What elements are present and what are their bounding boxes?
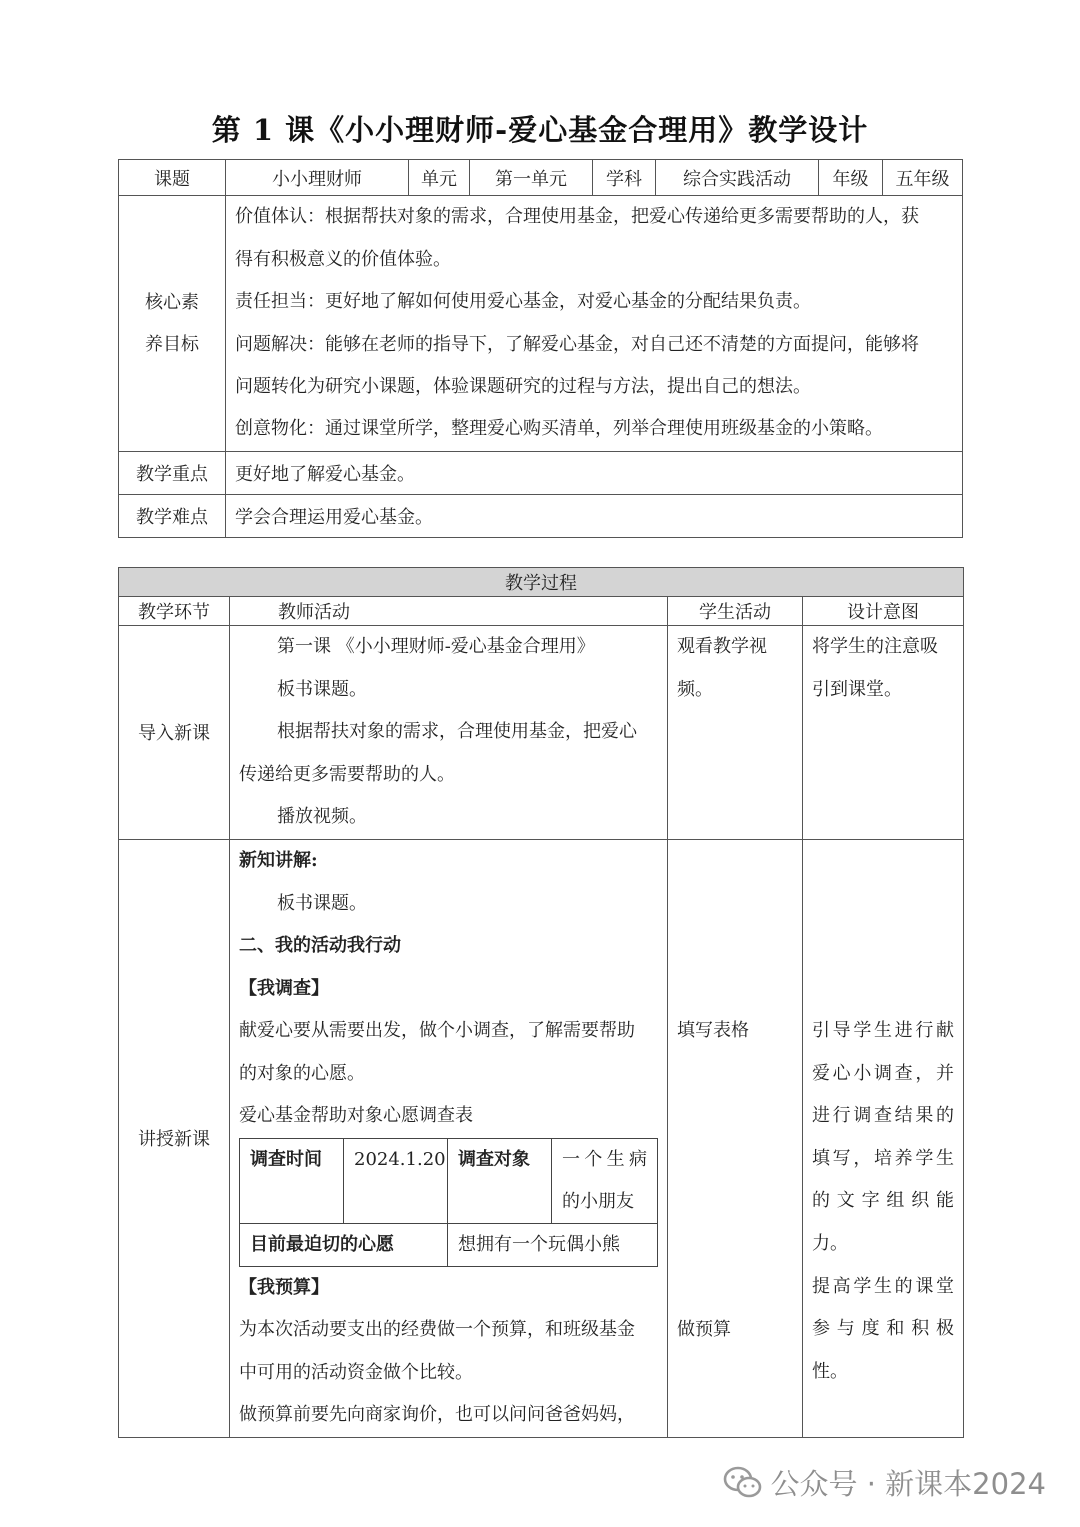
intro-teacher: 第一课 《小小理财师-爱心基金合理用》 板书课题。 根据帮扶对象的需求，合理使用基金，把爱心 传递给更多需要帮助的人。 播放视频。 <box>230 626 668 840</box>
process-table <box>118 567 964 1438</box>
survey-object-label: 调查对象 <box>448 1138 552 1223</box>
core-line: 创意物化：通过课堂所学，整理爱心购买清单，列举合理使用班级基金的小策略。 <box>235 418 883 440</box>
core-line: 得有积极意义的价值体验。 <box>235 248 451 270</box>
col-teacher: 教师活动 <box>230 597 668 626</box>
key-point-value: 更好地了解爱心基金。 <box>226 452 963 495</box>
lecture-intent: 引导学生进行献 爱心小调查，并 进行调查结果的 填写，培养学生 的文字组织能 力。 提高学生的课堂 参与度和积极 性。 <box>803 839 964 1437</box>
watermark <box>723 1462 1046 1503</box>
lecture-stage: 讲授新课 <box>119 839 230 1437</box>
core-goals-text <box>226 196 963 452</box>
watermark-text: 公众号 · 新课本2024 <box>770 1467 1046 1501</box>
intro-stage: 导入新课 <box>119 626 230 840</box>
core-line: 责任担当：更好地了解如何使用爱心基金，对爱心基金的分配结果负责。 <box>235 291 811 313</box>
info-table <box>118 159 963 538</box>
unit-label: 单元 <box>409 160 470 196</box>
document-title: 第 1 课《小小理财师-爱心基金合理用》教学设计 <box>211 113 869 147</box>
unit-value: 第一单元 <box>470 160 593 196</box>
survey-wish-value: 想拥有一个玩偶小熊 <box>448 1223 658 1266</box>
process-column-headers <box>119 597 964 626</box>
lecture-teacher: 新知讲解: 板书课题。 二、我的活动我行动 【我调查】 献爱心要从需要出发，做个小调查，了解需要帮助 的对象的心愿。 爱心基金帮助对象心愿调查表 调查时间 2024.1.20 调查对象 一个生病 的小朋友 目前最迫切的心愿 想拥有一个玩偶小熊 【我预算】 为本次活动要支出的经费做一个预算，和班级基金 中可用的活动资金做个比较。 做预算前要先向商家询价，也可以问问爸爸妈妈， <box>230 839 668 1437</box>
wechat-icon <box>723 1466 763 1500</box>
process-header: 教学过程 <box>119 568 964 597</box>
info-row-core <box>119 196 963 452</box>
difficulty-value: 学会合理运用爱心基金。 <box>226 495 963 538</box>
intro-student: 观看教学视 频。 <box>668 626 803 840</box>
col-intent: 设计意图 <box>803 597 964 626</box>
survey-table <box>239 1138 658 1267</box>
intro-intent: 将学生的注意吸 引到课堂。 <box>803 626 964 840</box>
grade-value: 五年级 <box>883 160 963 196</box>
grade-label: 年级 <box>819 160 883 196</box>
survey-row-1 <box>240 1138 658 1223</box>
core-goals-label: 核心素 养目标 <box>119 196 226 452</box>
subject-label: 学科 <box>593 160 656 196</box>
survey-time-value: 2024.1.20 <box>344 1138 448 1223</box>
core-line: 问题解决：能够在老师的指导下，了解爱心基金，对自己还不清楚的方面提问，能够将 <box>235 333 919 355</box>
survey-wish-label: 目前最迫切的心愿 <box>240 1223 448 1266</box>
col-stage: 教学环节 <box>119 597 230 626</box>
subject-value: 综合实践活动 <box>656 160 819 196</box>
survey-object-value: 一个生病 的小朋友 <box>552 1138 658 1223</box>
col-student: 学生活动 <box>668 597 803 626</box>
lecture-row <box>119 839 964 1437</box>
intro-row <box>119 626 964 840</box>
info-row-basic <box>119 160 963 196</box>
survey-time-label: 调查时间 <box>240 1138 344 1223</box>
info-row-key <box>119 452 963 495</box>
process-header-row <box>119 568 964 597</box>
survey-row-2 <box>240 1223 658 1266</box>
topic-value: 小小理财师 <box>226 160 409 196</box>
key-point-label: 教学重点 <box>119 452 226 495</box>
lecture-student: 填写表格 做预算 <box>668 839 803 1437</box>
core-line: 问题转化为研究小课题，体验课题研究的过程与方法，提出自己的想法。 <box>235 375 811 397</box>
topic-label: 课题 <box>119 160 226 196</box>
core-line: 价值体认：根据帮扶对象的需求，合理使用基金，把爱心传递给更多需要帮助的人，获 <box>235 206 919 228</box>
info-row-difficulty <box>119 495 963 538</box>
difficulty-label: 教学难点 <box>119 495 226 538</box>
